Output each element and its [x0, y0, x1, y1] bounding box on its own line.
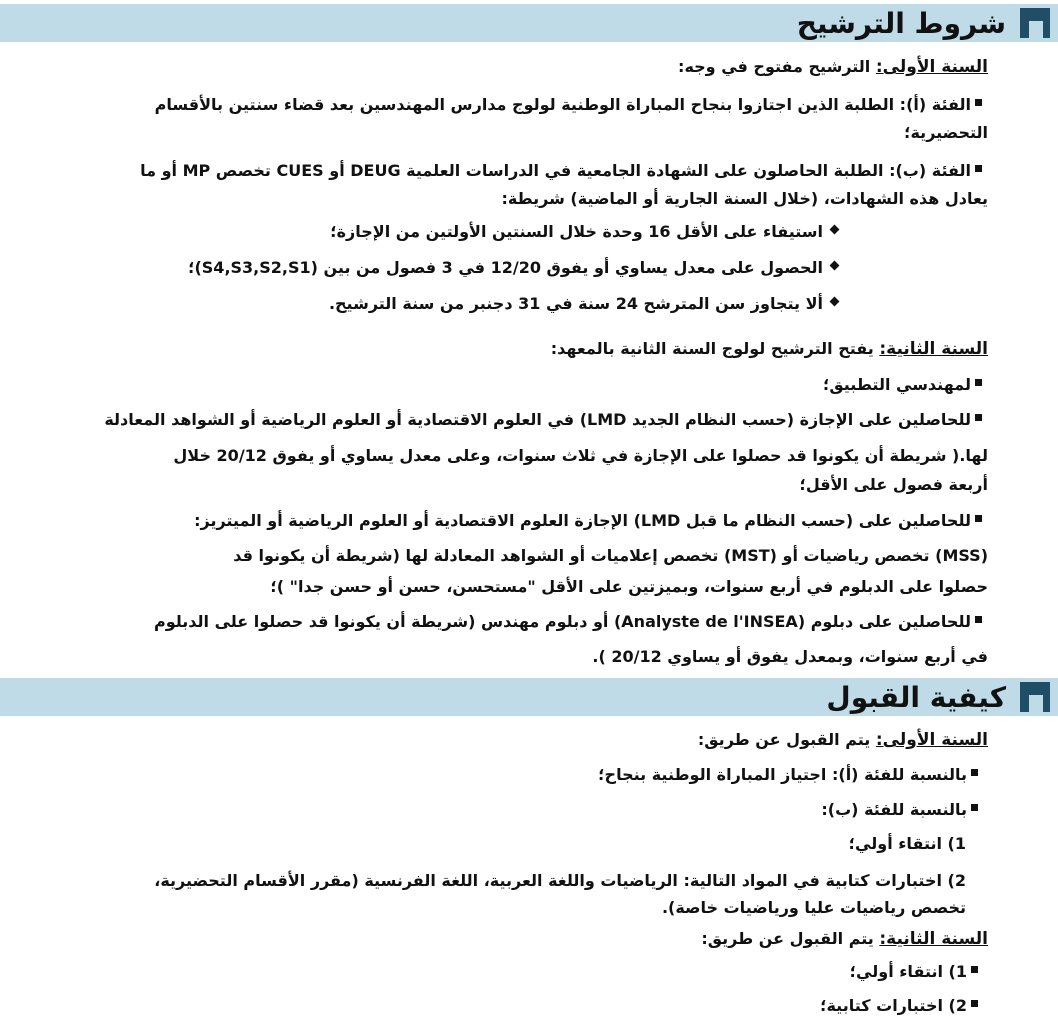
list-item: [18, 94, 982, 116]
year1-label: السنة الأولى:: [875, 730, 988, 750]
list-item: [18, 995, 978, 1017]
list-item-text: للحاصلين على (حسب النظام ما قبل LMD) الإجازة العلوم الاقتصادية أو العلوم الرياضية أو الميتريز:: [194, 511, 971, 530]
bullet-diamond-icon: [830, 225, 840, 235]
list-item: [18, 799, 978, 821]
condition-item: [18, 257, 838, 279]
condition-item: [18, 221, 838, 243]
list-item-continuation: أربعة فصول على الأقل؛: [799, 475, 988, 494]
list-item: [18, 160, 982, 182]
list-item-continuation: التحضيرية؛: [904, 123, 988, 142]
sub-item: 2) اختبارات كتابية في المواد التالية: الرياضيات واللغة العربية، اللغة الفرنسية (مقرر الأقسام التحضيرية،: [154, 871, 966, 890]
list-item-text: لمهندسي التطبيق؛: [822, 375, 971, 394]
bullet-square-icon: [975, 99, 982, 106]
list-item: [18, 510, 982, 532]
list-item-text: للحاصلين على الإجازة (حسب النظام الجديد LMD) في العلوم الاقتصادية أو العلوم الرياضية أو الشواهد المعادلة: [104, 410, 971, 429]
bullet-square-icon: [975, 379, 982, 386]
section-header-conditions: [0, 4, 1058, 42]
year2-text: يفتح الترشيح لولوج السنة الثانية بالمعهد:: [550, 339, 874, 358]
section-title: كيفية القبول: [826, 680, 1006, 714]
list-item-continuation: يعادل هذه الشهادات، (خلال السنة الجارية أو الماضية) شريطة:: [501, 189, 988, 208]
section-header-admission: [0, 678, 1058, 716]
list-item-text: بالنسبة للفئة (أ): اجتياز المباراة الوطنية بنجاح؛: [598, 765, 967, 784]
sub-item-continuation: تخصص رياضيات عليا ورياضيات خاصة).: [661, 898, 966, 917]
bullet-diamond-icon: [830, 261, 840, 271]
list-item-text: 2) اختبارات كتابية؛: [820, 996, 967, 1015]
year1-heading: [18, 56, 988, 78]
list-item-text: للحاصلين على دبلوم (Analyste de l'INSEA) أو دبلوم مهندس (شريطة أن يكونوا قد حصلوا على الدبلوم: [153, 612, 971, 631]
bullet-square-icon: [971, 804, 978, 811]
year2-label: السنة الثانية:: [879, 339, 988, 359]
year1-heading: [18, 729, 988, 751]
list-item: [18, 764, 978, 786]
bullet-square-icon: [971, 769, 978, 776]
year1-label: السنة الأولى:: [875, 57, 988, 77]
list-item-text: بالنسبة للفئة (ب):: [821, 800, 967, 819]
bullet-square-icon: [975, 414, 982, 421]
list-item: [18, 611, 982, 633]
list-item-continuation: في أربع سنوات، وبمعدل يفوق أو يساوي 20/12 ).: [592, 647, 988, 666]
bullet-square-icon: [975, 616, 982, 623]
bullet-square-icon: [971, 966, 978, 973]
list-item-continuation: لها.( شريطة أن يكونوا قد حصلوا على الإجازة في ثلاث سنوات، وعلى معدل يساوي أو يفوق 20/12 خلال: [173, 446, 988, 465]
sub-item: 1) انتقاء أولي؛: [848, 834, 966, 853]
condition-text: استيفاء على الأقل 16 وحدة خلال السنتين الأولتين من الإجازة؛: [330, 222, 823, 241]
condition-text: الحصول على معدل يساوي أو يفوق 12/20 في 3 فصول من بين (S4,S3,S2,S1)؛: [188, 258, 823, 277]
year2-text: يتم القبول عن طريق:: [701, 929, 874, 948]
year2-heading: [18, 928, 988, 950]
bullet-square-icon: [971, 1000, 978, 1007]
year2-label: السنة الثانية:: [879, 929, 988, 949]
list-item: [18, 374, 982, 396]
year1-text: يتم القبول عن طريق:: [697, 730, 871, 749]
bullet-square-icon: [975, 165, 982, 172]
list-item-continuation: (MSS) تخصص رياضيات أو (MST) تخصص إعلاميات أو الشواهد المعادلة لها (شريطة أن يكونوا قد: [233, 546, 988, 565]
section-square-icon: [1020, 682, 1050, 712]
bullet-square-icon: [975, 515, 982, 522]
list-item-continuation: حصلوا على الدبلوم في أربع سنوات، وبميزتين على الأقل "مستحسن، حسن أو حسن جدا" )؛: [270, 577, 988, 596]
list-item: [18, 961, 978, 983]
bullet-diamond-icon: [830, 297, 840, 307]
condition-item: [18, 293, 838, 315]
section-square-icon: [1020, 8, 1050, 38]
year1-text: الترشيح مفتوح في وجه:: [678, 57, 871, 76]
list-item: [18, 409, 982, 431]
list-item-text: الفئة (ب): الطلبة الحاصلون على الشهادة الجامعية في الدراسات العلمية DEUG أو CUES تخصص MP أو ما: [140, 161, 971, 180]
list-item-text: الفئة (أ): الطلبة الذين اجتازوا بنجاح المباراة الوطنية لولوج مدارس المهندسين بعد قضاء سنتين بالأقسام: [154, 95, 971, 114]
year2-heading: [18, 338, 988, 360]
list-item-text: 1) انتقاء أولي؛: [849, 962, 967, 981]
section-title: شروط الترشيح: [796, 6, 1006, 40]
condition-text: ألا يتجاوز سن المترشح 24 سنة في 31 دجنبر من سنة الترشيح.: [328, 294, 823, 313]
